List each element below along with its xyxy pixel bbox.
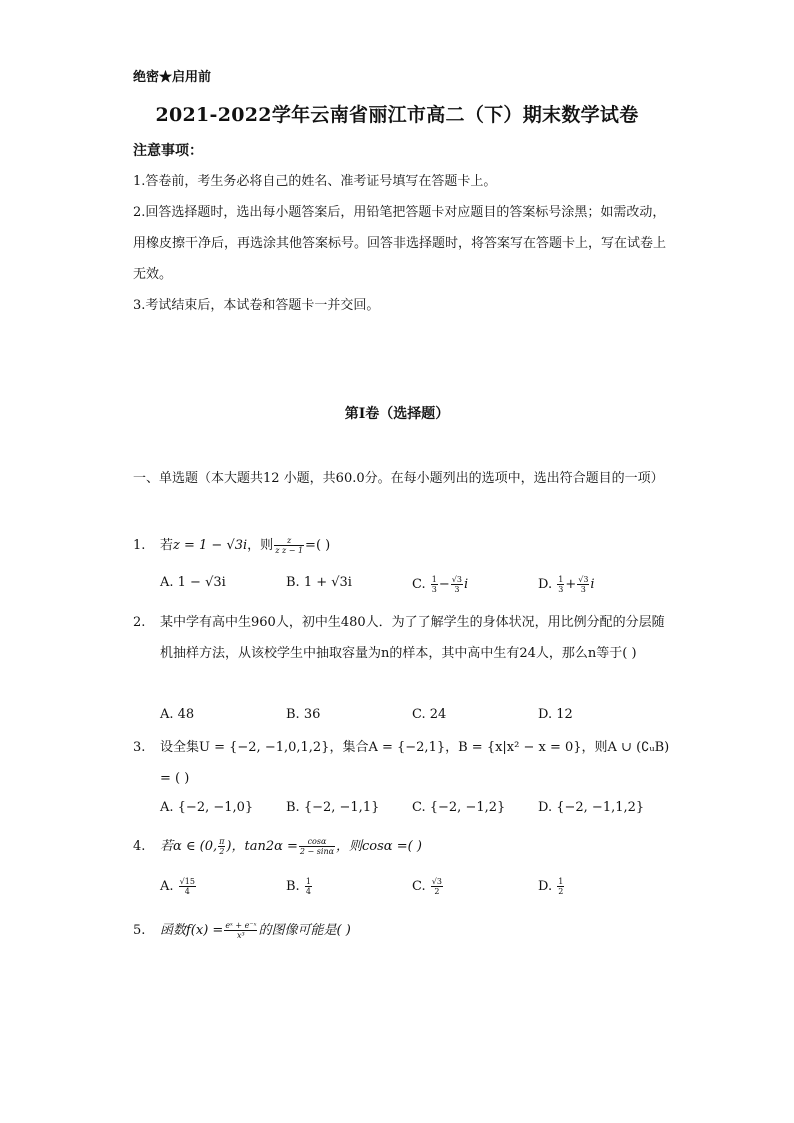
- fraction: [218, 837, 225, 856]
- fraction-denominator: z z − 1: [275, 546, 304, 555]
- stem-text: 若α ∈ (0,: [160, 839, 218, 854]
- question-3: [133, 732, 673, 794]
- question-stem: [160, 530, 670, 561]
- stem-text: ，则: [247, 538, 274, 553]
- option-b[interactable]: B. {−2, −1,1}: [286, 800, 380, 815]
- imaginary-unit: i: [590, 577, 595, 592]
- fraction-numerator: 1: [558, 877, 564, 886]
- fraction-numerator: π: [219, 837, 225, 846]
- fraction-denominator: 4: [305, 887, 311, 896]
- question-number: 3.: [133, 740, 146, 755]
- question-number: 4.: [133, 839, 146, 854]
- stem-text: ，则cosα =( ): [336, 839, 422, 854]
- option-b[interactable]: B. 1 + √3i: [286, 575, 352, 590]
- operator: +: [565, 577, 577, 592]
- section-title: 第I卷（选择题）: [344, 406, 450, 422]
- notice-item-1: 1.答卷前，考生务必将自己的姓名、准考证号填写在答题卡上。: [133, 174, 497, 189]
- option-letter: D.: [538, 577, 553, 592]
- option-c[interactable]: C. 24: [412, 707, 447, 722]
- fraction: [179, 877, 196, 896]
- fraction-numerator: z: [274, 536, 304, 546]
- option-d[interactable]: [538, 575, 595, 594]
- option-a[interactable]: A. 1 − √3i: [160, 575, 226, 590]
- option-b[interactable]: B. 36: [286, 707, 321, 722]
- part-label: 一、单选题（本大题共12 小题，共60.0分。在每小题列出的选项中，选出符合题目的一项）: [133, 471, 664, 486]
- stem-text: )，tan2α =: [226, 839, 298, 854]
- question-number: 1.: [133, 538, 146, 553]
- question-number: 2.: [133, 615, 146, 630]
- fraction-numerator: cosα: [299, 837, 335, 847]
- question-stem: 某中学有高中生960人，初中生480人．为了了解学生的身体状况，用比例分配的分层随机抽样方法，从该校学生中抽取容量为n的样本，其中高中生有24人，那么n等于( ): [160, 615, 665, 661]
- stem-text: 若: [160, 538, 174, 553]
- option-c[interactable]: [412, 877, 444, 896]
- notice-item-3: 3.考试结束后，本试卷和答题卡一并交回。: [133, 298, 380, 313]
- option-letter: B.: [286, 879, 300, 894]
- secret-label: 绝密★启用前: [133, 70, 212, 85]
- notice-heading: 注意事项：: [133, 143, 203, 159]
- option-c[interactable]: [412, 575, 468, 594]
- fraction: [431, 877, 443, 896]
- option-d[interactable]: D. 12: [538, 707, 573, 722]
- fraction: [224, 921, 257, 940]
- option-b[interactable]: [286, 877, 313, 896]
- fraction-denominator: 2: [434, 887, 440, 896]
- option-a[interactable]: A. 48: [160, 707, 195, 722]
- fraction-numerator: √15: [179, 877, 195, 886]
- fraction-denominator: 3: [558, 585, 564, 594]
- question-1: [133, 530, 673, 561]
- question-2: [133, 607, 673, 700]
- fraction: [557, 575, 564, 594]
- option-letter: D.: [538, 879, 553, 894]
- question-5: [133, 915, 673, 946]
- option-c[interactable]: C. {−2, −1,2}: [412, 800, 506, 815]
- fraction-denominator: 4: [184, 887, 190, 896]
- imaginary-unit: i: [463, 577, 469, 592]
- option-letter: A.: [160, 879, 174, 894]
- fraction-numerator: 1: [431, 575, 437, 584]
- options-q2: [160, 707, 660, 731]
- stem-text: 函数f(x) =: [160, 923, 224, 938]
- option-a[interactable]: [160, 877, 197, 896]
- options-q4: [160, 877, 660, 901]
- fraction-numerator: eˣ + e⁻ˣ: [225, 921, 257, 930]
- option-a[interactable]: A. {−2, −1,0}: [160, 800, 254, 815]
- fraction-denominator: 2: [558, 887, 564, 896]
- fraction: [431, 575, 438, 594]
- fraction-numerator: 1: [305, 877, 311, 886]
- stem-text: 的图像可能是( ): [258, 923, 351, 938]
- stem-text: =( ): [305, 538, 331, 553]
- fraction-numerator: √3: [431, 877, 442, 886]
- fraction-denominator: 2 − sinα: [299, 847, 335, 856]
- stem-math: z = 1 − √3i: [173, 538, 248, 553]
- options-q3: [160, 800, 670, 824]
- fraction: [577, 575, 589, 594]
- question-stem: [160, 831, 670, 862]
- operator: −: [438, 577, 450, 592]
- option-letter: C.: [412, 577, 426, 592]
- question-stem: [160, 915, 670, 946]
- question-number: 5.: [133, 923, 146, 938]
- fraction: [557, 877, 564, 896]
- fraction-numerator: √3: [451, 575, 462, 584]
- fraction: [299, 837, 335, 856]
- options-q1: [160, 575, 660, 599]
- exam-title: 2021-2022学年云南省丽江市高二（下）期末数学试卷: [155, 104, 639, 126]
- fraction-denominator: 3: [454, 585, 460, 594]
- notice-item-2: 2.回答选择题时，选出每小题答案后，用铅笔把答题卡对应题目的答案标号涂黑；如需改动，用橡皮擦干净后，再选涂其他答案标号。回答非选择题时，将答案写在答题卡上，写在试卷上无效。: [133, 205, 667, 282]
- fraction-denominator: 3: [431, 585, 437, 594]
- fraction: [305, 877, 312, 896]
- question-stem: 设全集U = {−2, −1,0,1,2}，集合A = {−2,1}，B = {x|x² − x = 0}，则A ∪ (∁ᵤB) = ( ): [160, 740, 670, 786]
- fraction-numerator: 1: [558, 575, 564, 584]
- option-d[interactable]: D. {−2, −1,1,2}: [538, 800, 645, 815]
- fraction: [274, 536, 304, 555]
- fraction-denominator: 3: [580, 585, 586, 594]
- fraction-numerator: √3: [578, 575, 589, 584]
- option-letter: C.: [412, 879, 426, 894]
- fraction: [451, 575, 463, 594]
- option-d[interactable]: [538, 877, 565, 896]
- question-4: [133, 831, 673, 862]
- fraction-denominator: 2: [219, 847, 225, 856]
- fraction-denominator: x³: [237, 931, 245, 940]
